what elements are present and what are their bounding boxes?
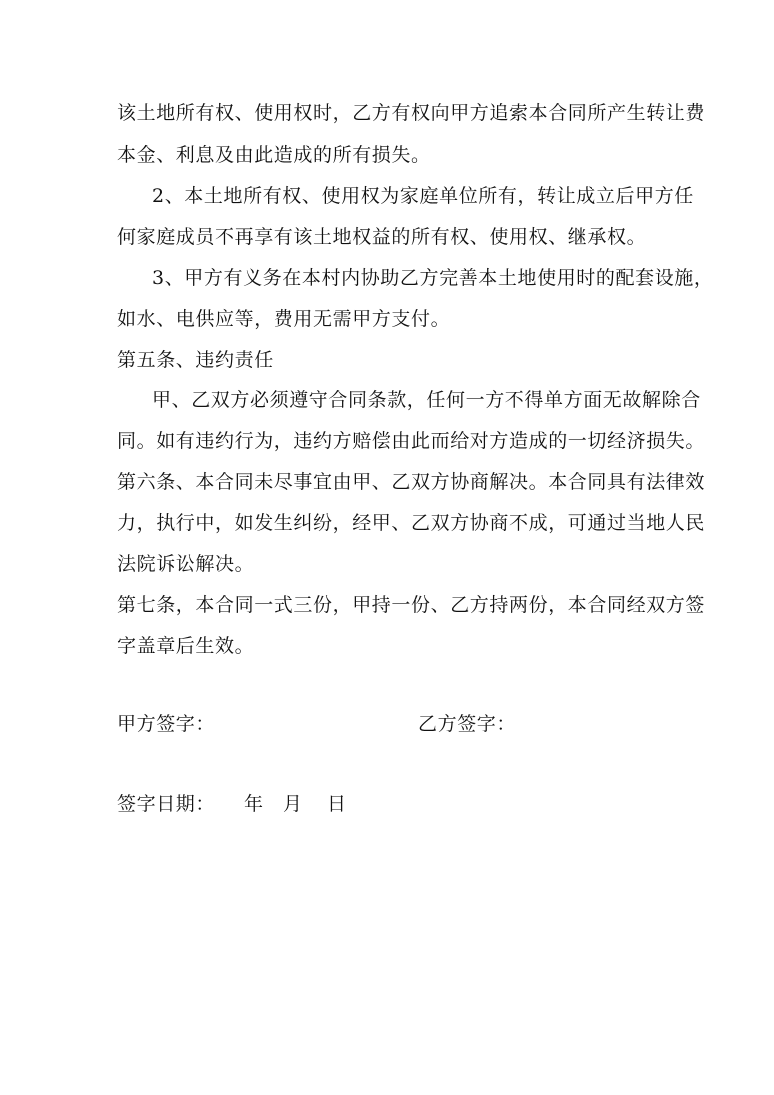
article-6-line-1: 第六条、本合同未尽事宜由甲、乙双方协商解决。本合同具有法律效 — [117, 471, 706, 493]
date-year: 年 — [244, 793, 264, 815]
party-b-signature-label: 乙方签字： — [418, 713, 517, 735]
date-month: 月 — [283, 793, 303, 815]
clause-3-line-1: 3、甲方有义务在本村内协助乙方完善本土地使用时的配套设施， — [152, 267, 714, 289]
article-6-line-2: 力，执行中，如发生纠纷，经甲、乙双方协商不成，可通过当地人民 — [117, 512, 706, 534]
signature-date-label: 签字日期： — [117, 793, 216, 815]
clause-3-line-2: 如水、电供应等，费用无需甲方支付。 — [117, 308, 451, 330]
article-7-line-1: 第七条，本合同一式三份，甲持一份、乙方持两份，本合同经双方签 — [117, 594, 706, 616]
clause-2-line-1: 2、本土地所有权、使用权为家庭单位所有，转让成立后甲方任 — [152, 185, 694, 207]
article-6-line-3: 法院诉讼解决。 — [117, 553, 255, 575]
article-5-heading: 第五条、违约责任 — [117, 349, 274, 371]
text-line-2: 本金、利息及由此造成的所有损失。 — [117, 144, 431, 166]
clause-2-line-2: 何家庭成员不再享有该土地权益的所有权、使用权、继承权。 — [117, 226, 647, 248]
article-5-line-2: 同。如有违约行为，违约方赔偿由此而给对方造成的一切经济损失。 — [117, 430, 706, 452]
date-day: 日 — [327, 793, 347, 815]
text-line-1: 该土地所有权、使用权时，乙方有权向甲方追索本合同所产生转让费 — [117, 102, 706, 124]
article-7-line-2: 字盖章后生效。 — [117, 635, 255, 657]
article-5-line-1: 甲、乙双方必须遵守合同条款，任何一方不得单方面无故解除合 — [152, 389, 701, 411]
party-a-signature-label: 甲方签字： — [117, 713, 216, 735]
